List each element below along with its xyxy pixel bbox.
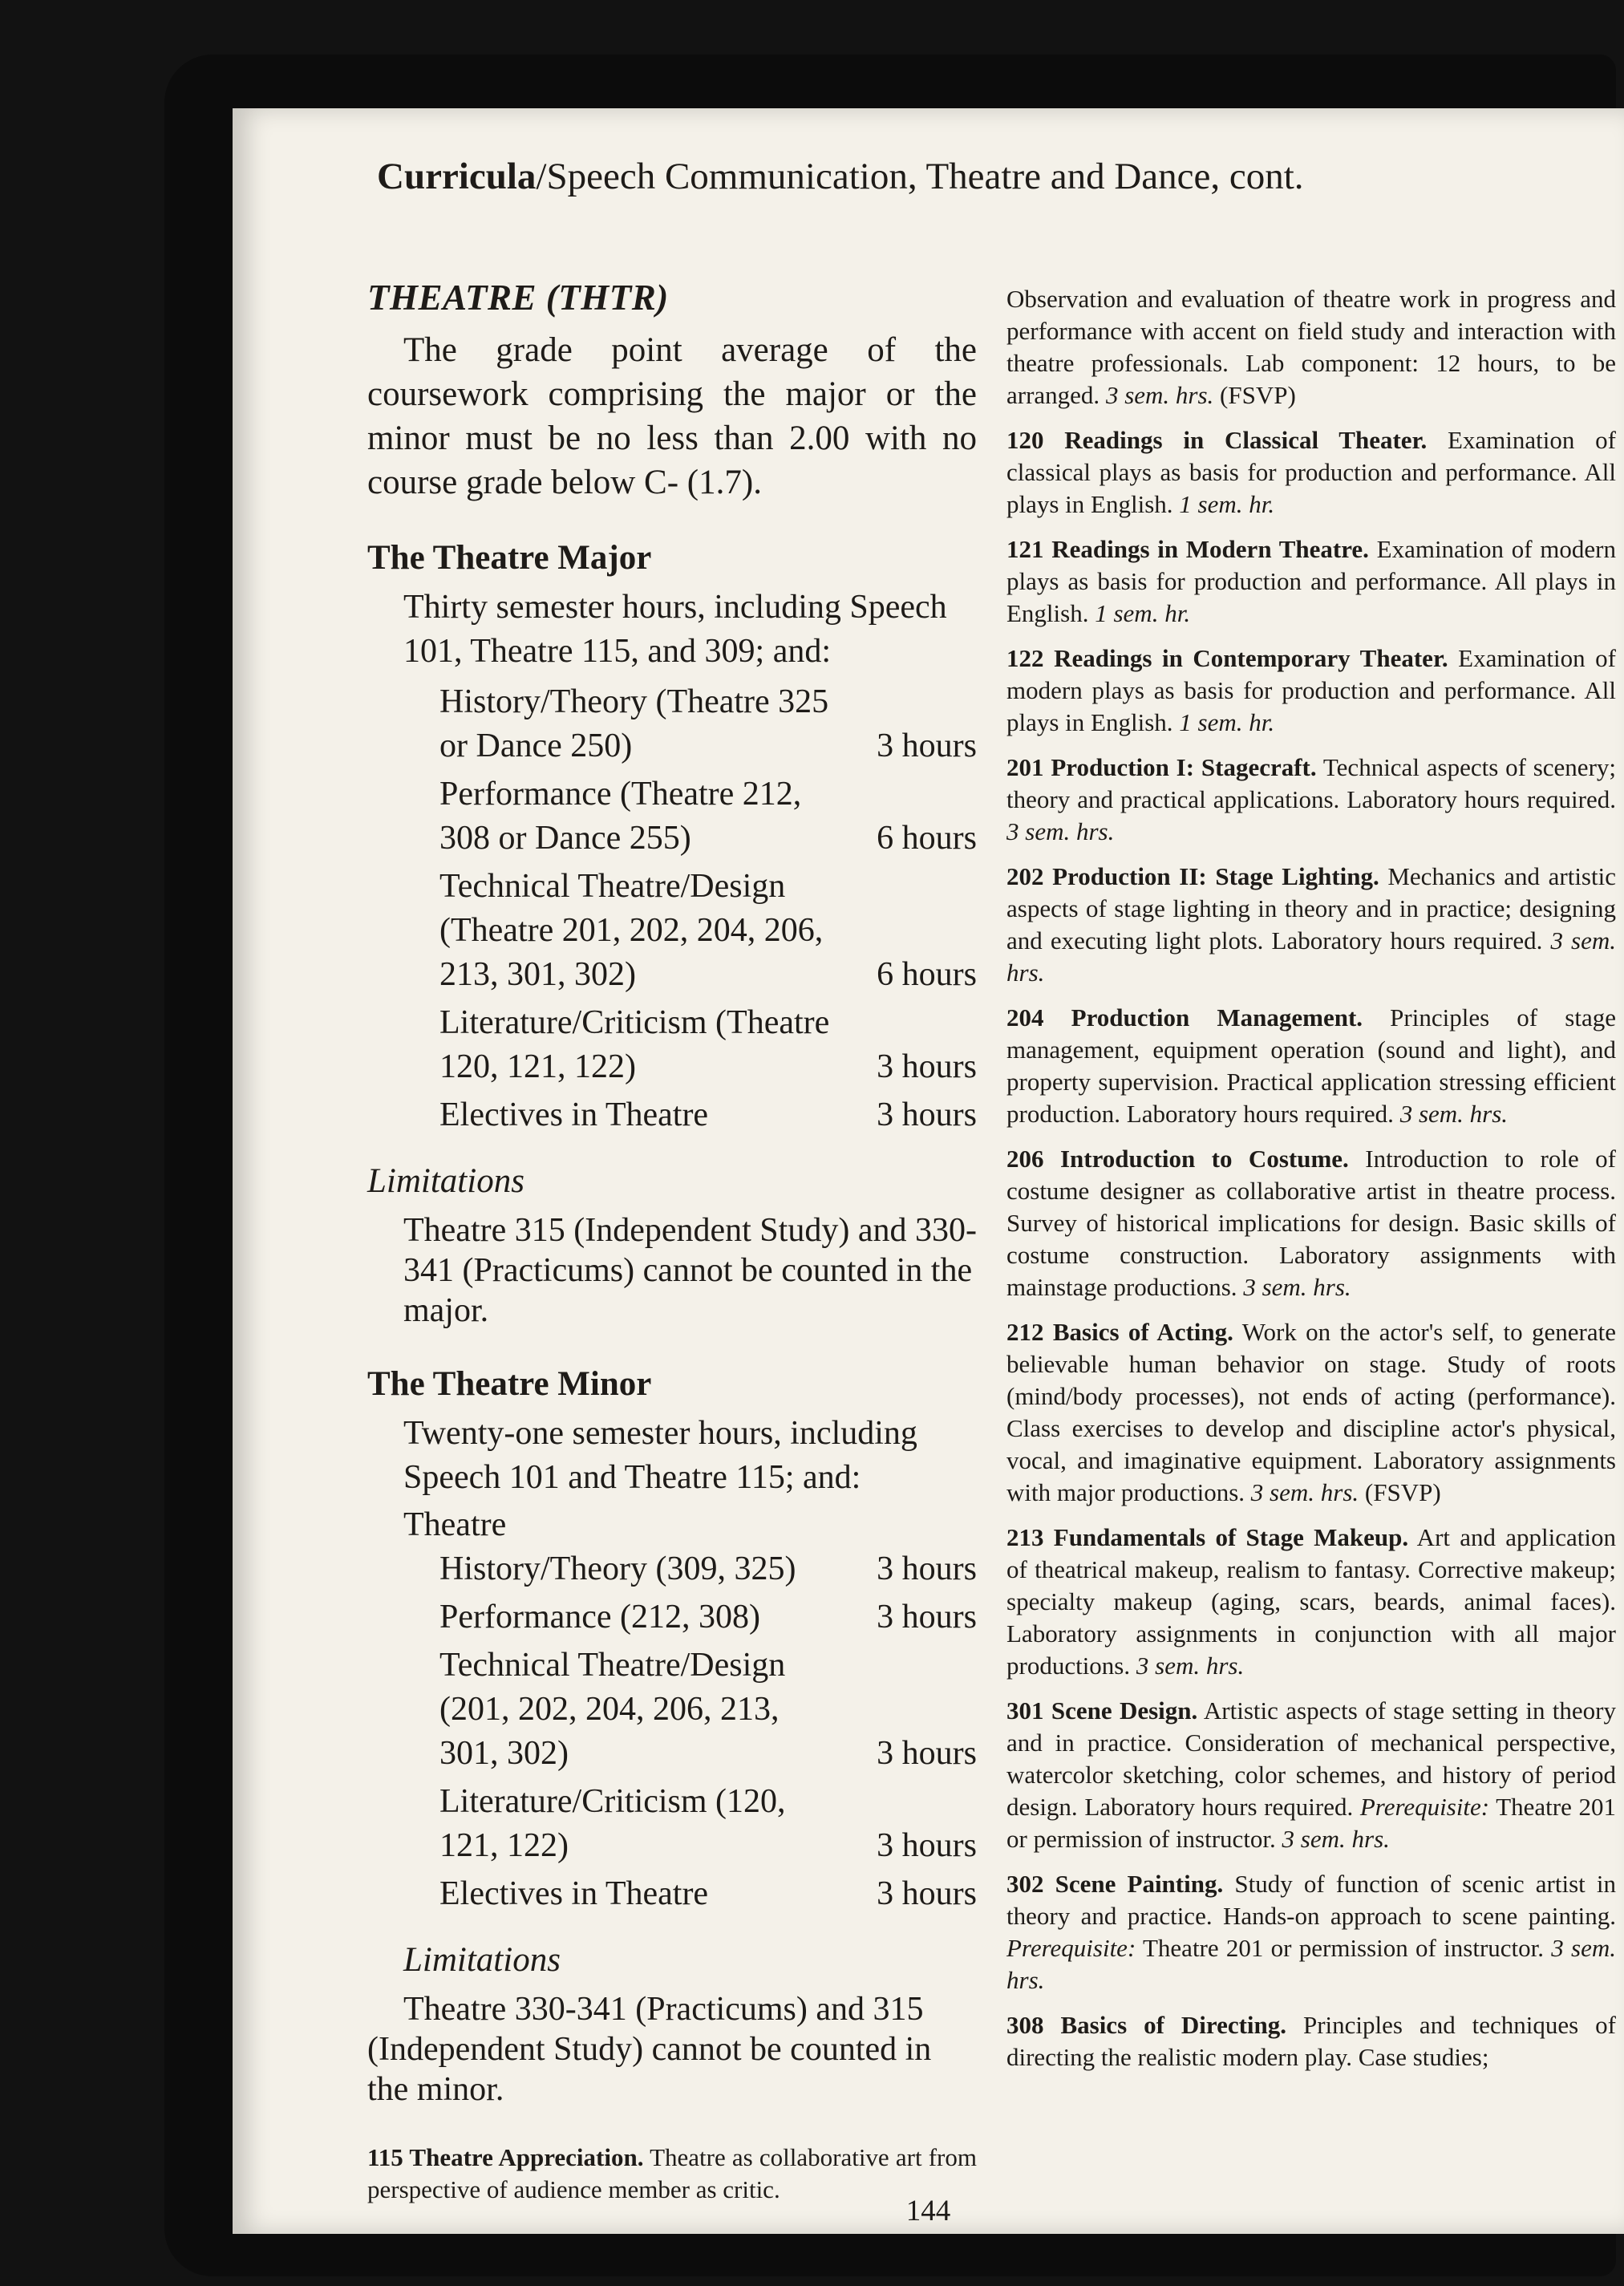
course-entry: [1006, 424, 1616, 521]
course-credit: 3 sem. hrs.: [1136, 1652, 1245, 1680]
continuation-text: Observation and evaluation of theatre work in progress and performance with accent on field study and interaction with theatre professionals. Lab component: 12 hours, to be arranged.: [1006, 285, 1616, 409]
requirement-row: [439, 1644, 977, 1776]
course-credit: 1 sem. hr.: [1179, 708, 1275, 736]
course-entry: [1006, 1868, 1616, 1996]
course-heading: 115 Theatre Appreciation.: [367, 2143, 644, 2171]
requirement-name: Literature/Criticism (120, 121, 122): [439, 1783, 786, 1864]
course-heading: 122 Readings in Contemporary Theater.: [1006, 644, 1448, 672]
course-description: Artistic aspects of stage setting in theory and in practice. Consideration of mechanical perspective, watercolor sketching, color schemes, and history of period design. Laboratory hours required.: [1006, 1696, 1617, 1821]
requirement-row: [439, 1780, 977, 1868]
requirement-name: Technical Theatre/Design (201, 202, 204, 206, 213, 301, 302): [439, 1647, 786, 1772]
course-credit: 3 sem. hrs.: [1282, 1825, 1390, 1853]
course-description: Art and application of theatrical makeup, realism to fantasy. Corrective makeup; specialty makeup (aging, scars, beards, animal faces). Laboratory assignments in conjunction with all major productions.: [1006, 1523, 1616, 1680]
course-credit: 3 sem. hrs.: [1006, 1934, 1616, 1994]
course-entry: [1006, 1143, 1616, 1303]
major-limitations-text: Theatre 315 (Independent Study) and 330-341 (Practicums) cannot be counted in the major.: [403, 1212, 977, 1329]
requirement-row: [439, 1595, 977, 1640]
requirement-row: [439, 680, 977, 768]
requirement-name: Performance (212, 308): [439, 1599, 761, 1635]
course-heading: 308 Basics of Directing.: [1006, 2011, 1287, 2039]
requirement-hours: 3 hours: [877, 1048, 977, 1085]
requirement-name: Electives in Theatre: [439, 1875, 709, 1912]
course-heading: 206 Introduction to Costume.: [1006, 1145, 1349, 1173]
course-prerequisite-label: Prerequisite:: [1006, 1934, 1136, 1962]
major-title: The Theatre Major: [367, 539, 652, 577]
course-heading: 301 Scene Design.: [1006, 1696, 1198, 1725]
course-prerequisite-label: Prerequisite:: [1359, 1793, 1490, 1821]
course-credit: 1 sem. hr.: [1095, 599, 1191, 627]
course-entry: [1006, 2009, 1616, 2073]
minor-title: The Theatre Minor: [367, 1365, 652, 1403]
course-description: Principles of stage management, equipment operation (sound and light), and property supervision. Practical application stressing efficient production. Laboratory hours required.: [1006, 1003, 1616, 1128]
course-tail: (FSVP): [1213, 381, 1296, 409]
requirement-name: History/Theory (309, 325): [439, 1550, 796, 1587]
minor-limitations-text: Theatre 330-341 (Practicums) and 315 (Independent Study) cannot be counted in the minor.: [367, 1991, 932, 2108]
course-heading: 213 Fundamentals of Stage Makeup.: [1006, 1523, 1409, 1551]
requirement-name: Technical Theatre/Design (Theatre 201, 202, 204, 206, 213, 301, 302): [439, 868, 824, 993]
running-head-section: Curricula: [377, 156, 537, 197]
minor-limitations-title: Limitations: [403, 1941, 561, 1979]
catalog-page: [233, 108, 1624, 2234]
requirement-name: Performance (Theatre 212, 308 or Dance 255): [439, 776, 802, 857]
requirement-hours: 3 hours: [877, 1096, 977, 1133]
requirement-hours: 3 hours: [877, 1875, 977, 1912]
minor-requirements: [439, 1547, 977, 1916]
section-title: THEATRE (THTR): [367, 278, 669, 318]
course-description: Theatre as collaborative art from perspective of audience member as critic.: [367, 2143, 977, 2203]
minor-group-label: Theatre: [403, 1506, 507, 1543]
minor-lead: Twenty-one semester hours, including Speech 101 and Theatre 115; and:: [403, 1415, 917, 1496]
requirement-name: Electives in Theatre: [439, 1096, 709, 1133]
course-description: Principles and techniques of directing the realistic modern play. Case studies;: [1006, 2011, 1616, 2071]
course-description: Work on the actor's self, to generate believable human behavior on stage. Study of roots (mind/body processes), not ends of acting (performance). Class exercises to develop and discipline actor's physical, vocal, and imaginative equipment. Laboratory assignments with major productions.: [1006, 1318, 1616, 1506]
course-credit: 3 sem. hrs.: [1250, 1478, 1359, 1506]
page-number: 144: [905, 2195, 951, 2227]
course-entry: [1006, 1695, 1616, 1855]
course-credit: 3 sem. hrs.: [1243, 1273, 1351, 1301]
requirement-row: [439, 1872, 977, 1916]
course-credit: 3 sem. hrs.: [1006, 926, 1616, 987]
requirement-row: [439, 1547, 977, 1591]
requirement-row: [439, 865, 977, 997]
course-credit: 3 sem. hrs.: [1105, 381, 1214, 409]
running-head-title: /Speech Communication, Theatre and Dance, cont.: [536, 156, 1304, 197]
course-list: [1006, 424, 1616, 2073]
section-intro-text: The grade point average of the coursework comprising the major or the minor must be no less than 2.00 with no course grade below C- (1.7).: [367, 331, 977, 501]
requirement-name: History/Theory (Theatre 325 or Dance 250): [439, 683, 829, 764]
course-description: Mechanics and artistic aspects of stage lighting in theory and in practice; designing and executing light plots. Laboratory hours required.: [1006, 862, 1616, 955]
course-prerequisite-text: Theatre 201 or permission of instructor.: [1006, 1793, 1616, 1853]
requirement-name: Literature/Criticism (Theatre 120, 121, 122): [439, 1004, 830, 1085]
right-column: [1006, 283, 1616, 2086]
section-intro: [367, 328, 977, 505]
course-description: Examination of modern plays as basis for production and performance. All plays in English.: [1006, 644, 1616, 736]
course-entry: [1006, 861, 1616, 989]
requirement-hours: 3 hours: [877, 728, 977, 764]
requirement-row: [439, 772, 977, 861]
course-entry: [1006, 1316, 1616, 1509]
major-limitations-title: Limitations: [367, 1162, 524, 1200]
running-head: [377, 155, 1304, 198]
course-heading: 121 Readings in Modern Theatre.: [1006, 535, 1369, 563]
course-description: Examination of classical plays as basis for production and performance. All plays in English.: [1006, 426, 1616, 518]
course-credit: 3 sem. hrs.: [1399, 1100, 1509, 1128]
major-lead: Thirty semester hours, including Speech 101, Theatre 115, and 309; and:: [403, 589, 947, 670]
course-prerequisite-text: Theatre 201 or permission of instructor.: [1136, 1934, 1552, 1962]
course-entry: [1006, 1522, 1616, 1682]
course-entry: [1006, 752, 1616, 848]
course-entry: [1006, 533, 1616, 630]
course-credit: 3 sem. hrs.: [1006, 817, 1115, 845]
course-heading: 201 Production I: Stagecraft.: [1006, 753, 1317, 781]
course-heading: 302 Scene Painting.: [1006, 1870, 1224, 1898]
course-heading: 202 Production II: Stage Lighting.: [1006, 862, 1379, 890]
course-credit: 1 sem. hr.: [1179, 490, 1275, 518]
course-tail: (FSVP): [1359, 1478, 1441, 1506]
requirement-row: [439, 1093, 977, 1137]
course-description: Technical aspects of scenery; theory and practical applications. Laboratory hours required.: [1006, 753, 1617, 813]
requirement-hours: 6 hours: [877, 820, 977, 857]
requirement-hours: 3 hours: [877, 1550, 977, 1587]
course-description: Examination of modern plays as basis for production and performance. All plays in English.: [1006, 535, 1616, 627]
major-requirements: [439, 680, 977, 1137]
requirement-row: [439, 1001, 977, 1089]
course-description: Introduction to role of costume designer as collaborative artist in theatre process. Survey of historical implications for design. Basic skills of costume construction. Laboratory assignments with mainstage productions.: [1006, 1145, 1616, 1301]
course-description: Study of function of scenic artist in theory and practice. Hands-on approach to scene painting.: [1006, 1870, 1616, 1930]
requirement-hours: 6 hours: [877, 956, 977, 993]
course-entry: [1006, 1002, 1616, 1130]
requirement-hours: 3 hours: [877, 1735, 977, 1772]
requirement-hours: 3 hours: [877, 1827, 977, 1864]
course-heading: 204 Production Management.: [1006, 1003, 1363, 1032]
course-continuation: [1006, 283, 1616, 411]
course-heading: 120 Readings in Classical Theater.: [1006, 426, 1428, 454]
course-heading: 212 Basics of Acting.: [1006, 1318, 1233, 1346]
course-entry: [1006, 642, 1616, 739]
requirement-hours: 3 hours: [877, 1599, 977, 1635]
